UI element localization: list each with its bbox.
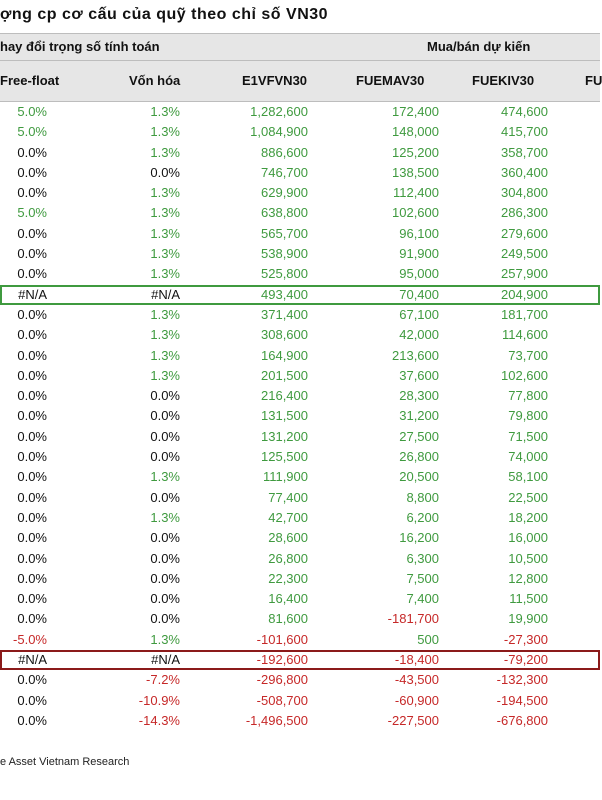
table-column-header <box>0 61 600 102</box>
free-float-cell: 0.0% <box>17 347 47 363</box>
e1vfvn30-cell: 1,282,600 <box>250 104 308 119</box>
fuekiv30-cell: 74,000 <box>508 449 548 465</box>
table-subheader <box>0 33 600 61</box>
table-row <box>0 224 600 244</box>
fuemav30-cell: 26,800 <box>399 449 439 465</box>
table-row <box>0 143 600 163</box>
e1vfvn30-cell: 81,600 <box>268 611 308 627</box>
von-hoa-cell: 1.3% <box>150 327 180 343</box>
free-float-cell: 0.0% <box>17 611 47 627</box>
table-row <box>0 264 600 284</box>
fuekiv30-cell: 11,500 <box>509 591 548 607</box>
von-hoa-cell: 0.0% <box>150 550 180 566</box>
fuemav30-cell: -18,400 <box>394 652 439 668</box>
free-float-cell: #N/A <box>18 652 47 668</box>
fuemav30-cell: 112,400 <box>392 185 439 201</box>
subheader-left: hay đổi trọng số tính toán <box>0 39 160 54</box>
subheader-right: Mua/bán dự kiến <box>427 39 531 54</box>
e1vfvn30-cell: 42,700 <box>268 509 308 525</box>
table-row <box>0 609 600 629</box>
free-float-cell: #N/A <box>18 286 47 302</box>
table-row <box>0 183 600 203</box>
table-row <box>0 467 600 487</box>
table-row <box>0 122 600 142</box>
page-title: ợng cp cơ cấu của quỹ theo chỉ số VN30 <box>0 6 329 23</box>
fuekiv30-cell: -27,300 <box>503 631 548 647</box>
table-row <box>0 427 600 447</box>
table-row <box>0 244 600 264</box>
fuemav30-cell: 95,000 <box>399 266 439 282</box>
e1vfvn30-cell: -508,700 <box>256 692 308 708</box>
col-header-fuekiv30: FUEKIV30 <box>472 73 535 88</box>
e1vfvn30-cell: -101,600 <box>256 631 308 647</box>
fuekiv30-cell: -194,500 <box>496 692 548 708</box>
free-float-cell: 0.0% <box>17 408 47 424</box>
e1vfvn30-cell: -1,496,500 <box>245 712 308 728</box>
free-float-cell: 0.0% <box>17 550 47 566</box>
free-float-cell: 0.0% <box>17 449 47 465</box>
table-row <box>0 549 600 569</box>
free-float-cell: 0.0% <box>17 509 47 525</box>
fuemav30-cell: 7,400 <box>406 591 439 607</box>
table-row <box>0 528 600 548</box>
table-row <box>0 711 600 731</box>
table-row <box>0 630 600 650</box>
fuemav30-cell: 42,000 <box>399 327 439 343</box>
free-float-cell: 0.0% <box>17 225 47 241</box>
von-hoa-cell: 1.3% <box>150 246 180 262</box>
col-header-fu: FU <box>585 73 602 88</box>
free-float-cell: 0.0% <box>17 570 47 586</box>
free-float-cell: 0.0% <box>17 367 47 383</box>
free-float-cell: 5.0% <box>17 124 47 140</box>
fuekiv30-cell: 19,900 <box>508 611 548 627</box>
free-float-cell: 0.0% <box>17 428 47 444</box>
von-hoa-cell: 0.0% <box>150 428 180 444</box>
fuemav30-cell: 20,500 <box>399 469 439 485</box>
fuekiv30-cell: 73,700 <box>508 347 548 363</box>
e1vfvn30-cell: 111,900 <box>262 469 308 485</box>
fuekiv30-cell: 16,000 <box>508 530 548 546</box>
fuemav30-cell: 6,300 <box>406 550 439 566</box>
source-note: e Asset Vietnam Research <box>0 756 130 768</box>
fuemav30-cell: -43,500 <box>394 672 439 688</box>
col-header-free-float: Free-float <box>0 73 60 88</box>
e1vfvn30-cell: 525,800 <box>261 266 308 282</box>
fuekiv30-cell: 358,700 <box>501 144 548 160</box>
table-row <box>0 650 600 670</box>
von-hoa-cell: 1.3% <box>150 185 180 201</box>
e1vfvn30-cell: 565,700 <box>261 225 308 241</box>
free-float-cell: 0.0% <box>17 327 47 343</box>
free-float-cell: 0.0% <box>17 185 47 201</box>
fuekiv30-cell: 22,500 <box>508 489 548 505</box>
free-float-cell: 0.0% <box>17 712 47 728</box>
fuekiv30-cell: 12,800 <box>508 570 548 586</box>
free-float-cell: 5.0% <box>17 205 47 221</box>
table-row <box>0 589 600 609</box>
fuekiv30-cell: 18,200 <box>508 509 548 525</box>
von-hoa-cell: 1.3% <box>150 347 180 363</box>
e1vfvn30-cell: 216,400 <box>261 388 308 404</box>
fuemav30-cell: 91,900 <box>399 246 439 262</box>
e1vfvn30-cell: 164,900 <box>261 347 308 363</box>
free-float-cell: 0.0% <box>17 388 47 404</box>
table-row <box>0 508 600 528</box>
von-hoa-cell: 1.3% <box>150 266 180 282</box>
table-row <box>0 569 600 589</box>
table-row <box>0 305 600 325</box>
fuekiv30-cell: 474,600 <box>501 104 548 119</box>
e1vfvn30-cell: 371,400 <box>261 306 308 322</box>
von-hoa-cell: #N/A <box>151 286 180 302</box>
e1vfvn30-cell: 16,400 <box>268 591 308 607</box>
free-float-cell: 0.0% <box>17 692 47 708</box>
von-hoa-cell: 0.0% <box>150 591 180 607</box>
table-row <box>0 386 600 406</box>
e1vfvn30-cell: 538,900 <box>261 246 308 262</box>
fuekiv30-cell: -676,800 <box>496 712 548 728</box>
fuemav30-cell: 148,000 <box>392 124 439 140</box>
free-float-cell: 0.0% <box>17 246 47 262</box>
table-row <box>0 670 600 690</box>
e1vfvn30-cell: 77,400 <box>268 489 308 505</box>
von-hoa-cell: 0.0% <box>150 388 180 404</box>
free-float-cell: 0.0% <box>17 469 47 485</box>
von-hoa-cell: 1.3% <box>150 225 180 241</box>
von-hoa-cell: -7.2% <box>146 672 180 688</box>
fuekiv30-cell: 58,100 <box>508 469 548 485</box>
fuekiv30-cell: 77,800 <box>508 388 548 404</box>
free-float-cell: 0.0% <box>17 489 47 505</box>
table-row <box>0 325 600 345</box>
von-hoa-cell: 1.3% <box>150 631 180 647</box>
fuemav30-cell: 6,200 <box>406 509 439 525</box>
fuekiv30-cell: -79,200 <box>503 652 548 668</box>
fuemav30-cell: 102,600 <box>392 205 439 221</box>
von-hoa-cell: 0.0% <box>150 164 180 180</box>
fuemav30-cell: 37,600 <box>399 367 439 383</box>
col-header-von-hoa: Vốn hóa <box>129 73 181 88</box>
e1vfvn30-cell: 28,600 <box>268 530 308 546</box>
free-float-cell: 5.0% <box>17 104 47 119</box>
fuemav30-cell: 138,500 <box>392 164 439 180</box>
free-float-cell: 0.0% <box>17 530 47 546</box>
fuekiv30-cell: 181,700 <box>501 306 548 322</box>
von-hoa-cell: 1.3% <box>150 509 180 525</box>
fuekiv30-cell: 79,800 <box>508 408 548 424</box>
fuemav30-cell: 70,400 <box>399 286 439 302</box>
fuemav30-cell: -227,500 <box>387 712 439 728</box>
e1vfvn30-cell: 26,800 <box>268 550 308 566</box>
e1vfvn30-cell: -192,600 <box>256 652 308 668</box>
e1vfvn30-cell: -296,800 <box>256 672 308 688</box>
e1vfvn30-cell: 886,600 <box>261 144 308 160</box>
fuekiv30-cell: 286,300 <box>501 205 548 221</box>
von-hoa-cell: -14.3% <box>138 712 180 728</box>
fuekiv30-cell: 415,700 <box>501 124 548 140</box>
von-hoa-cell: 0.0% <box>150 489 180 505</box>
fuekiv30-cell: 257,900 <box>501 266 548 282</box>
e1vfvn30-cell: 493,400 <box>261 286 308 302</box>
free-float-cell: 0.0% <box>17 306 47 322</box>
e1vfvn30-cell: 201,500 <box>261 367 308 383</box>
e1vfvn30-cell: 746,700 <box>261 164 308 180</box>
von-hoa-cell: 1.3% <box>150 144 180 160</box>
von-hoa-cell: 0.0% <box>150 408 180 424</box>
table-row <box>0 406 600 426</box>
fuemav30-cell: 67,100 <box>399 306 439 322</box>
von-hoa-cell: #N/A <box>151 652 180 668</box>
fuekiv30-cell: 114,600 <box>501 327 548 343</box>
e1vfvn30-cell: 131,500 <box>261 408 308 424</box>
fuekiv30-cell: -132,300 <box>496 672 548 688</box>
e1vfvn30-cell: 638,800 <box>261 205 308 221</box>
fuemav30-cell: 500 <box>417 631 439 647</box>
von-hoa-cell: 0.0% <box>150 570 180 586</box>
von-hoa-cell: 1.3% <box>150 124 180 140</box>
fuekiv30-cell: 279,600 <box>501 225 548 241</box>
fuemav30-cell: -60,900 <box>394 692 439 708</box>
fuemav30-cell: 8,800 <box>406 489 439 505</box>
e1vfvn30-cell: 629,900 <box>261 185 308 201</box>
fuemav30-cell: -181,700 <box>387 611 439 627</box>
von-hoa-cell: 1.3% <box>150 367 180 383</box>
col-header-e1vfvn30: E1VFVN30 <box>242 73 308 88</box>
fuekiv30-cell: 360,400 <box>501 164 548 180</box>
fuemav30-cell: 213,600 <box>392 347 439 363</box>
fuemav30-cell: 172,400 <box>392 104 439 119</box>
free-float-cell: 0.0% <box>17 144 47 160</box>
fuemav30-cell: 16,200 <box>399 530 439 546</box>
e1vfvn30-cell: 131,200 <box>261 428 308 444</box>
fuemav30-cell: 31,200 <box>399 408 439 424</box>
fuemav30-cell: 27,500 <box>399 428 439 444</box>
fuekiv30-cell: 204,900 <box>501 286 548 302</box>
table-row <box>0 691 600 711</box>
fuekiv30-cell: 10,500 <box>508 550 548 566</box>
von-hoa-cell: -10.9% <box>138 692 180 708</box>
fuekiv30-cell: 71,500 <box>508 428 548 444</box>
table-row <box>0 203 600 223</box>
free-float-cell: 0.0% <box>17 672 47 688</box>
e1vfvn30-cell: 308,600 <box>261 327 308 343</box>
free-float-cell: 0.0% <box>17 266 47 282</box>
table-row <box>0 346 600 366</box>
table-row <box>0 102 600 122</box>
table-row <box>0 366 600 386</box>
free-float-cell: -5.0% <box>13 631 47 647</box>
fuekiv30-cell: 249,500 <box>501 246 548 262</box>
von-hoa-cell: 0.0% <box>150 449 180 465</box>
free-float-cell: 0.0% <box>17 164 47 180</box>
fuemav30-cell: 96,100 <box>399 225 439 241</box>
von-hoa-cell: 1.3% <box>150 205 180 221</box>
col-header-fuemav30: FUEMAV30 <box>356 73 425 88</box>
table-row <box>0 285 600 305</box>
fuekiv30-cell: 102,600 <box>501 367 548 383</box>
von-hoa-cell: 1.3% <box>150 469 180 485</box>
table-row <box>0 488 600 508</box>
free-float-cell: 0.0% <box>17 591 47 607</box>
table-row <box>0 447 600 467</box>
von-hoa-cell: 0.0% <box>150 611 180 627</box>
fuemav30-cell: 125,200 <box>392 144 439 160</box>
fuemav30-cell: 28,300 <box>399 388 439 404</box>
von-hoa-cell: 1.3% <box>150 104 180 119</box>
e1vfvn30-cell: 22,300 <box>268 570 308 586</box>
e1vfvn30-cell: 125,500 <box>261 449 308 465</box>
table-row <box>0 163 600 183</box>
von-hoa-cell: 1.3% <box>150 306 180 322</box>
von-hoa-cell: 0.0% <box>150 530 180 546</box>
table-body <box>0 102 600 731</box>
fuekiv30-cell: 304,800 <box>501 185 548 201</box>
fuemav30-cell: 7,500 <box>406 570 439 586</box>
e1vfvn30-cell: 1,084,900 <box>250 124 308 140</box>
